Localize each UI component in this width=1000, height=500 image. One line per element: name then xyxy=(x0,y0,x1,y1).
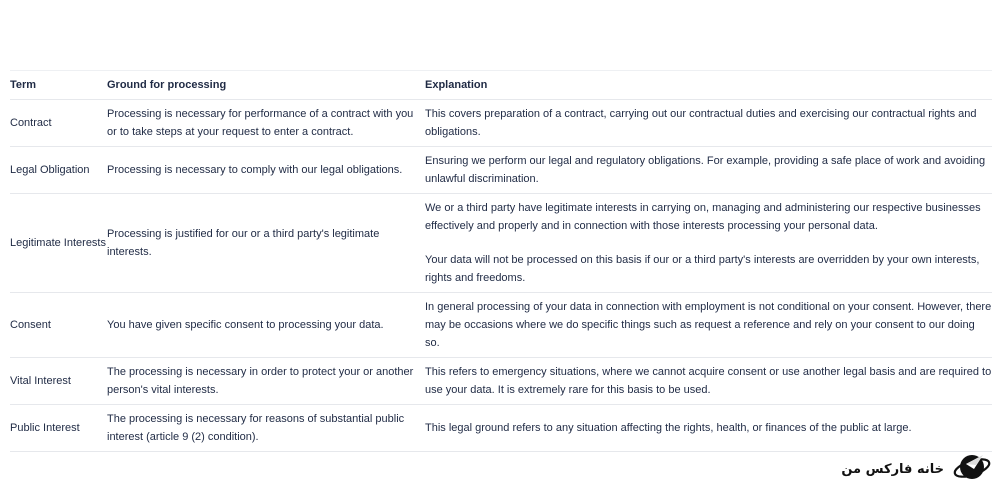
table-row xyxy=(10,358,992,405)
table-row xyxy=(10,293,992,358)
row-term: Public Interest xyxy=(10,405,107,452)
row-explanation: We or a third party have legitimate interests in carrying on, managing and administering our respective businesses effectively and properly and in connection with those interests processing your personal data. xyxy=(425,202,981,232)
row-term: Consent xyxy=(10,293,107,358)
row-explanation-cell xyxy=(425,194,992,293)
watermark-text: خانه فارکس من xyxy=(841,462,944,477)
table-row xyxy=(10,147,992,194)
globe-plane-logo-icon xyxy=(952,447,992,492)
row-explanation: This legal ground refers to any situation affecting the rights, health, or finances of the public at large. xyxy=(425,405,992,452)
row-explanation-second: Your data will not be processed on this basis if our or a third party's interests are overridden by your own interests, rights and freedoms. xyxy=(425,254,980,284)
row-explanation: This covers preparation of a contract, carrying out our contractual duties and exercising our contractual rights and obligations. xyxy=(425,100,992,147)
row-ground: Processing is necessary to comply with our legal obligations. xyxy=(107,147,425,194)
watermark-logo xyxy=(841,447,992,492)
row-term: Legitimate Interests xyxy=(10,194,107,293)
header-explanation: Explanation xyxy=(425,71,992,100)
row-ground: Processing is necessary for performance of a contract with you or to take steps at your request to enter a contract. xyxy=(107,100,425,147)
table-row xyxy=(10,405,992,452)
row-explanation: Ensuring we perform our legal and regulatory obligations. For example, providing a safe place of work and avoiding unlawful discrimination. xyxy=(425,147,992,194)
table-row xyxy=(10,194,992,293)
row-term: Contract xyxy=(10,100,107,147)
row-explanation: In general processing of your data in connection with employment is not conditional on your consent. However, there may be occasions where we do specific things such as request a reference and rely on your consent to our doing so. xyxy=(425,293,992,358)
legal-grounds-table xyxy=(10,70,992,452)
header-ground: Ground for processing xyxy=(107,71,425,100)
row-ground: Processing is justified for our or a third party's legitimate interests. xyxy=(107,194,425,293)
table-row xyxy=(10,100,992,147)
row-ground: The processing is necessary in order to protect your or another person's vital interests. xyxy=(107,358,425,405)
row-ground: The processing is necessary for reasons of substantial public interest (article 9 (2) condition). xyxy=(107,405,425,452)
row-explanation: This refers to emergency situations, where we cannot acquire consent or use another legal basis and are required to use your data. It is extremely rare for this basis to be used. xyxy=(425,358,992,405)
table-header-row xyxy=(10,71,992,100)
header-term: Term xyxy=(10,71,107,100)
row-ground: You have given specific consent to processing your data. xyxy=(107,293,425,358)
row-term: Legal Obligation xyxy=(10,147,107,194)
row-term: Vital Interest xyxy=(10,358,107,405)
